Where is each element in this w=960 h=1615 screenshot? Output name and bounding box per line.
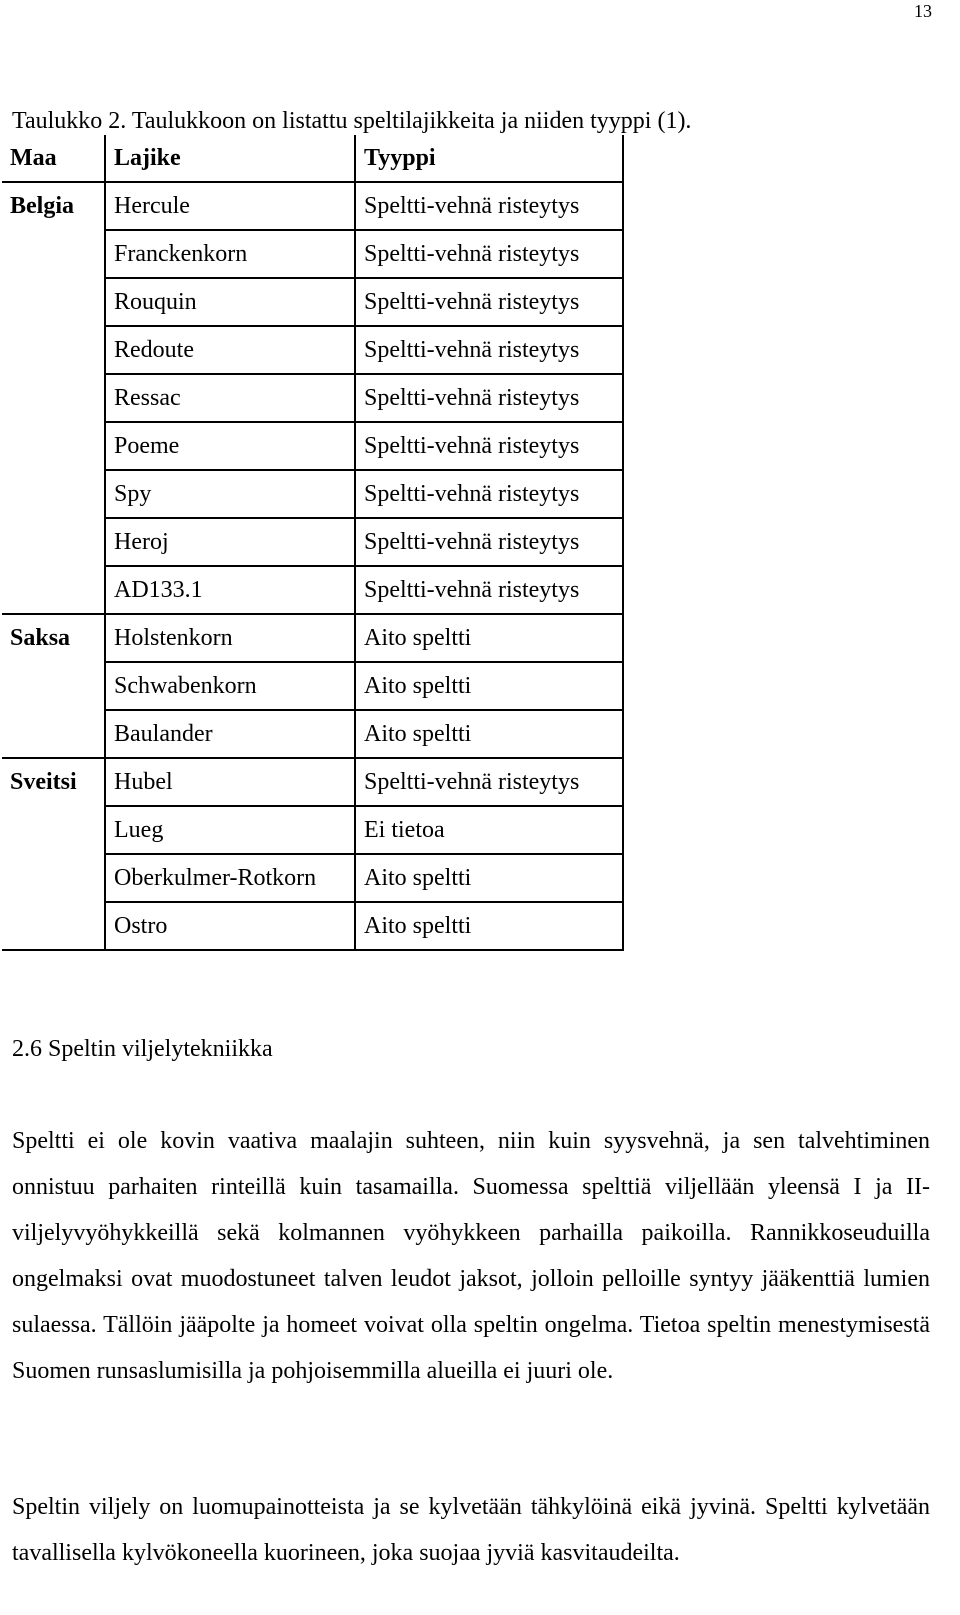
table-row bbox=[2, 326, 623, 374]
page-number: 13 bbox=[914, 1, 932, 21]
table-row bbox=[2, 854, 623, 902]
table-row bbox=[2, 614, 623, 662]
cell-tyyppi: Speltti-vehnä risteytys bbox=[355, 518, 623, 566]
cell-tyyppi: Speltti-vehnä risteytys bbox=[355, 326, 623, 374]
body-paragraph: Speltti ei ole kovin vaativa maalajin suhteen, niin kuin syysvehnä, ja sen talvehtiminen onnistuu parhaiten rinteillä kuin tasamailla. Suomessa spelttiä viljellään yleensä I ja II-viljelyvyöhykkeillä sekä kolmannen vyöhykkeen parhailla paikoilla. Rannikkoseuduilla ongelmaksi ovat muodostuneet talven leudot jaksot, jolloin pelloille syntyy jääkenttiä lumien sulaessa. Tällöin jääpolte ja homeet voivat olla speltin ongelma. Tietoa speltin menestymisestä Suomen runsaslumisilla ja pohjoisemmilla alueilla ei juuri ole. bbox=[12, 1128, 930, 1384]
cell-tyyppi: Speltti-vehnä risteytys bbox=[355, 278, 623, 326]
cell-lajike: Spy bbox=[105, 470, 355, 518]
cell-lajike: Ostro bbox=[105, 902, 355, 950]
cell-lajike: Holstenkorn bbox=[105, 614, 355, 662]
cell-maa bbox=[2, 518, 105, 566]
cell-tyyppi: Speltti-vehnä risteytys bbox=[355, 758, 623, 806]
table-row bbox=[2, 422, 623, 470]
spelt-variety-table bbox=[2, 135, 624, 951]
cell-maa bbox=[2, 902, 105, 950]
cell-lajike: Schwabenkorn bbox=[105, 662, 355, 710]
table-row bbox=[2, 662, 623, 710]
cell-lajike: Ressac bbox=[105, 374, 355, 422]
column-header-maa: Maa bbox=[2, 135, 105, 182]
cell-maa bbox=[2, 470, 105, 518]
table-row bbox=[2, 710, 623, 758]
cell-lajike: Lueg bbox=[105, 806, 355, 854]
cell-maa bbox=[2, 854, 105, 902]
table-row bbox=[2, 902, 623, 950]
table-row bbox=[2, 758, 623, 806]
cell-maa bbox=[2, 806, 105, 854]
cell-maa bbox=[2, 278, 105, 326]
cell-tyyppi: Speltti-vehnä risteytys bbox=[355, 374, 623, 422]
cell-lajike: Heroj bbox=[105, 518, 355, 566]
table-row bbox=[2, 566, 623, 614]
cell-maa bbox=[2, 566, 105, 614]
column-header-tyyppi: Tyyppi bbox=[355, 135, 623, 182]
cell-lajike: Hubel bbox=[105, 758, 355, 806]
cell-tyyppi: Speltti-vehnä risteytys bbox=[355, 470, 623, 518]
cell-maa bbox=[2, 326, 105, 374]
table-row bbox=[2, 806, 623, 854]
cell-tyyppi: Aito speltti bbox=[355, 854, 623, 902]
table-header-row bbox=[2, 135, 623, 182]
cell-maa bbox=[2, 662, 105, 710]
cell-tyyppi: Aito speltti bbox=[355, 710, 623, 758]
cell-lajike: Oberkulmer-Rotkorn bbox=[105, 854, 355, 902]
table-header bbox=[2, 135, 623, 182]
table-row bbox=[2, 374, 623, 422]
cell-maa: Belgia bbox=[2, 182, 105, 230]
cell-maa: Saksa bbox=[2, 614, 105, 662]
table-caption: Taulukko 2. Taulukkoon on listattu speltilajikkeita ja niiden tyyppi (1). bbox=[12, 108, 692, 134]
cell-lajike: Poeme bbox=[105, 422, 355, 470]
cell-tyyppi: Ei tietoa bbox=[355, 806, 623, 854]
cell-maa: Sveitsi bbox=[2, 758, 105, 806]
cell-lajike: Hercule bbox=[105, 182, 355, 230]
cell-tyyppi: Aito speltti bbox=[355, 614, 623, 662]
table-row bbox=[2, 182, 623, 230]
cell-maa bbox=[2, 230, 105, 278]
cell-lajike: Baulander bbox=[105, 710, 355, 758]
cell-tyyppi: Aito speltti bbox=[355, 662, 623, 710]
cell-tyyppi: Speltti-vehnä risteytys bbox=[355, 422, 623, 470]
table-row bbox=[2, 518, 623, 566]
cell-tyyppi: Aito speltti bbox=[355, 902, 623, 950]
cell-lajike: Redoute bbox=[105, 326, 355, 374]
cell-maa bbox=[2, 710, 105, 758]
table-body bbox=[2, 182, 623, 950]
table-row bbox=[2, 278, 623, 326]
cell-tyyppi: Speltti-vehnä risteytys bbox=[355, 230, 623, 278]
body-paragraph: Speltin viljely on luomupainotteista ja se kylvetään tähkylöinä eikä jyvinä. Speltti kylvetään tavallisella kylvökoneella kuorineen, joka suojaa jyviä kasvitaudeilta. bbox=[12, 1494, 930, 1566]
table-row bbox=[2, 470, 623, 518]
table-row bbox=[2, 230, 623, 278]
cell-lajike: AD133.1 bbox=[105, 566, 355, 614]
cell-maa bbox=[2, 422, 105, 470]
cell-tyyppi: Speltti-vehnä risteytys bbox=[355, 566, 623, 614]
cell-tyyppi: Speltti-vehnä risteytys bbox=[355, 182, 623, 230]
cell-lajike: Rouquin bbox=[105, 278, 355, 326]
column-header-lajike: Lajike bbox=[105, 135, 355, 182]
cell-maa bbox=[2, 374, 105, 422]
section-heading: 2.6 Speltin viljelytekniikka bbox=[12, 1036, 273, 1062]
cell-lajike: Franckenkorn bbox=[105, 230, 355, 278]
